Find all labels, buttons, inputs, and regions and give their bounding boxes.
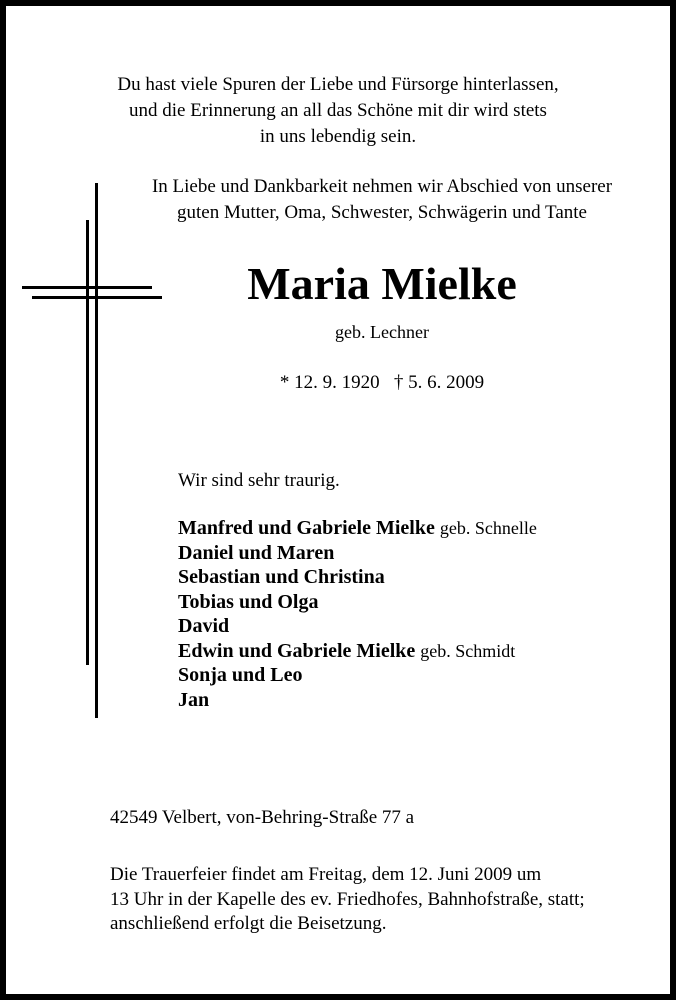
family-member: [178, 688, 537, 713]
family-member-note: geb. Schnelle: [439, 518, 537, 538]
family-member-name: Sebastian und Christina: [178, 566, 385, 588]
funeral-service-notice: [110, 863, 585, 937]
verse-line: Du hast viele Spuren der Liebe und Fürsorge hinterlassen,: [117, 74, 559, 95]
deceased-name: Maria Mielke: [247, 258, 517, 309]
family-member-note: geb. Schmidt: [420, 640, 516, 661]
family-member: [178, 614, 537, 639]
memorial-verse: [0, 72, 676, 150]
farewell-intro: [0, 174, 676, 226]
family-member-name: Sonja und Leo: [178, 664, 303, 686]
family-list: [178, 516, 537, 712]
service-line: anschließend erfolgt die Beisetzung.: [110, 913, 387, 934]
maiden-name: geb. Lechner: [335, 322, 429, 342]
family-member: [178, 663, 537, 688]
intro-line: In Liebe und Dankbarkeit nehmen wir Abschied von unserer: [151, 176, 613, 197]
family-member-name: Jan: [178, 688, 210, 711]
intro-line: guten Mutter, Oma, Schwester, Schwägerin und Tante: [177, 202, 587, 223]
service-line: Die Trauerfeier findet am Freitag, dem 12. Juni 2009 um: [110, 864, 542, 885]
family-member-name: David: [178, 615, 230, 637]
verse-line: und die Erinnerung an all das Schöne mit dir wird stets: [129, 100, 547, 121]
family-member: [178, 565, 537, 590]
family-member: [178, 639, 537, 664]
family-member: [178, 541, 537, 566]
family-address: 42549 Velbert, von-Behring-Straße 77 a: [110, 807, 415, 828]
family-member-name: Tobias und Olga: [178, 590, 319, 613]
family-member: [178, 590, 537, 615]
family-member: [178, 516, 537, 541]
family-member-name: Manfred und Gabriele Mielke: [178, 517, 435, 539]
family-member-name: Daniel und Maren: [178, 541, 335, 564]
service-line: 13 Uhr in der Kapelle des ev. Friedhofes, Bahnhofstraße, statt;: [110, 888, 585, 910]
life-dates: * 12. 9. 1920 † 5. 6. 2009: [279, 372, 485, 393]
family-member-name: Edwin und Gabriele Mielke: [178, 639, 416, 662]
verse-line: in uns lebendig sein.: [259, 126, 417, 147]
mourning-line: Wir sind sehr traurig.: [178, 470, 340, 491]
